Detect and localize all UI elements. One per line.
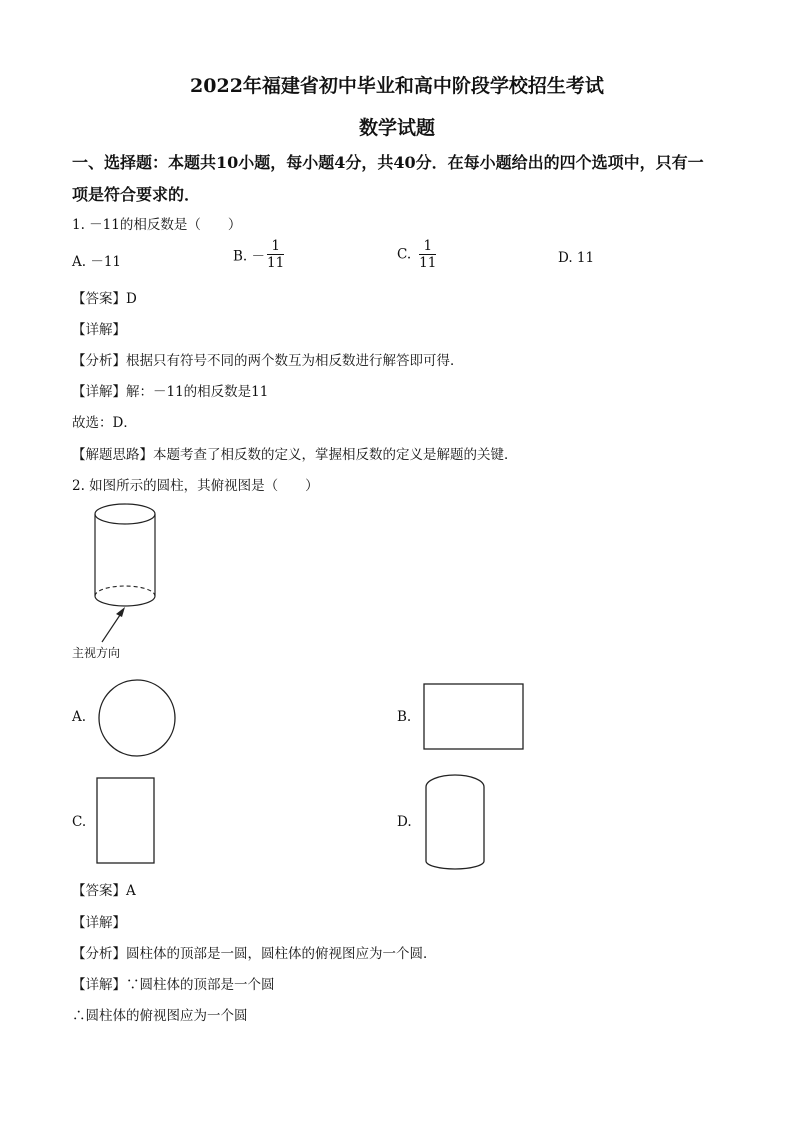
q1-analysis: 【分析】根据只有符号不同的两个数互为相反数进行解答即可得． bbox=[72, 353, 464, 369]
q1-detail-heading: 【详解】 bbox=[72, 322, 126, 338]
q1-option-b-fraction bbox=[267, 238, 284, 271]
q1-option-c-numerator: 1 bbox=[419, 238, 436, 255]
page-title: 2022年福建省初中毕业和高中阶段学校招生考试 bbox=[190, 75, 604, 97]
q1-option-c bbox=[397, 238, 436, 271]
q1-answer: 【答案】D bbox=[72, 291, 137, 307]
q2-option-a-circle bbox=[96, 678, 178, 760]
section-heading-line1: 一、选择题：本题共10小题，每小题4分，共40分．在每小题给出的四个选项中，只有一 bbox=[72, 153, 704, 172]
page-subtitle: 数学试题 bbox=[358, 117, 435, 139]
q2-option-a-label: A. bbox=[72, 709, 87, 725]
q1-option-b-prefix: B. － bbox=[233, 248, 266, 265]
q1-option-b bbox=[233, 238, 284, 271]
q1-option-b-numerator: 1 bbox=[267, 238, 284, 255]
q1-option-b-denominator: 11 bbox=[267, 255, 285, 271]
q1-option-a: A. －11 bbox=[72, 254, 122, 270]
q1-option-c-prefix: C. bbox=[397, 246, 412, 263]
q2-conclusion: ∴圆柱体的俯视图应为一个圆 bbox=[72, 1008, 248, 1024]
q1-choice: 故选：D． bbox=[72, 415, 137, 431]
view-direction-label: 主视方向 bbox=[72, 646, 121, 660]
q2-option-b-label: B. bbox=[397, 709, 412, 725]
q1-option-d: D. 11 bbox=[558, 250, 595, 266]
q2-detail: 【详解】∵圆柱体的顶部是一个圆 bbox=[72, 977, 275, 993]
cylinder-figure bbox=[90, 500, 170, 630]
q2-option-b-rectangle bbox=[423, 683, 527, 753]
q2-analysis: 【分析】圆柱体的顶部是一圆，圆柱体的俯视图应为一个圆． bbox=[72, 946, 437, 962]
q2-option-c-rectangle bbox=[96, 777, 158, 867]
q2-option-d-label: D. bbox=[397, 814, 412, 830]
q1-stem: 1. －11的相反数是（ ） bbox=[72, 217, 242, 233]
q2-stem: 2. 如图所示的圆柱，其俯视图是（ ） bbox=[72, 478, 319, 494]
section-heading-line2: 项是符合要求的． bbox=[72, 185, 201, 204]
q2-option-c-label: C. bbox=[72, 814, 87, 830]
q1-detail: 【详解】解：－11的相反数是11 bbox=[72, 384, 269, 400]
q1-solution-idea: 【解题思路】本题考查了相反数的定义，掌握相反数的定义是解题的关键． bbox=[72, 447, 518, 463]
q1-option-c-fraction bbox=[419, 238, 436, 271]
q2-answer: 【答案】A bbox=[72, 883, 136, 899]
q1-option-c-denominator: 11 bbox=[419, 255, 437, 271]
q2-option-d-arch-shape bbox=[424, 773, 488, 869]
q2-detail-heading: 【详解】 bbox=[72, 915, 126, 931]
